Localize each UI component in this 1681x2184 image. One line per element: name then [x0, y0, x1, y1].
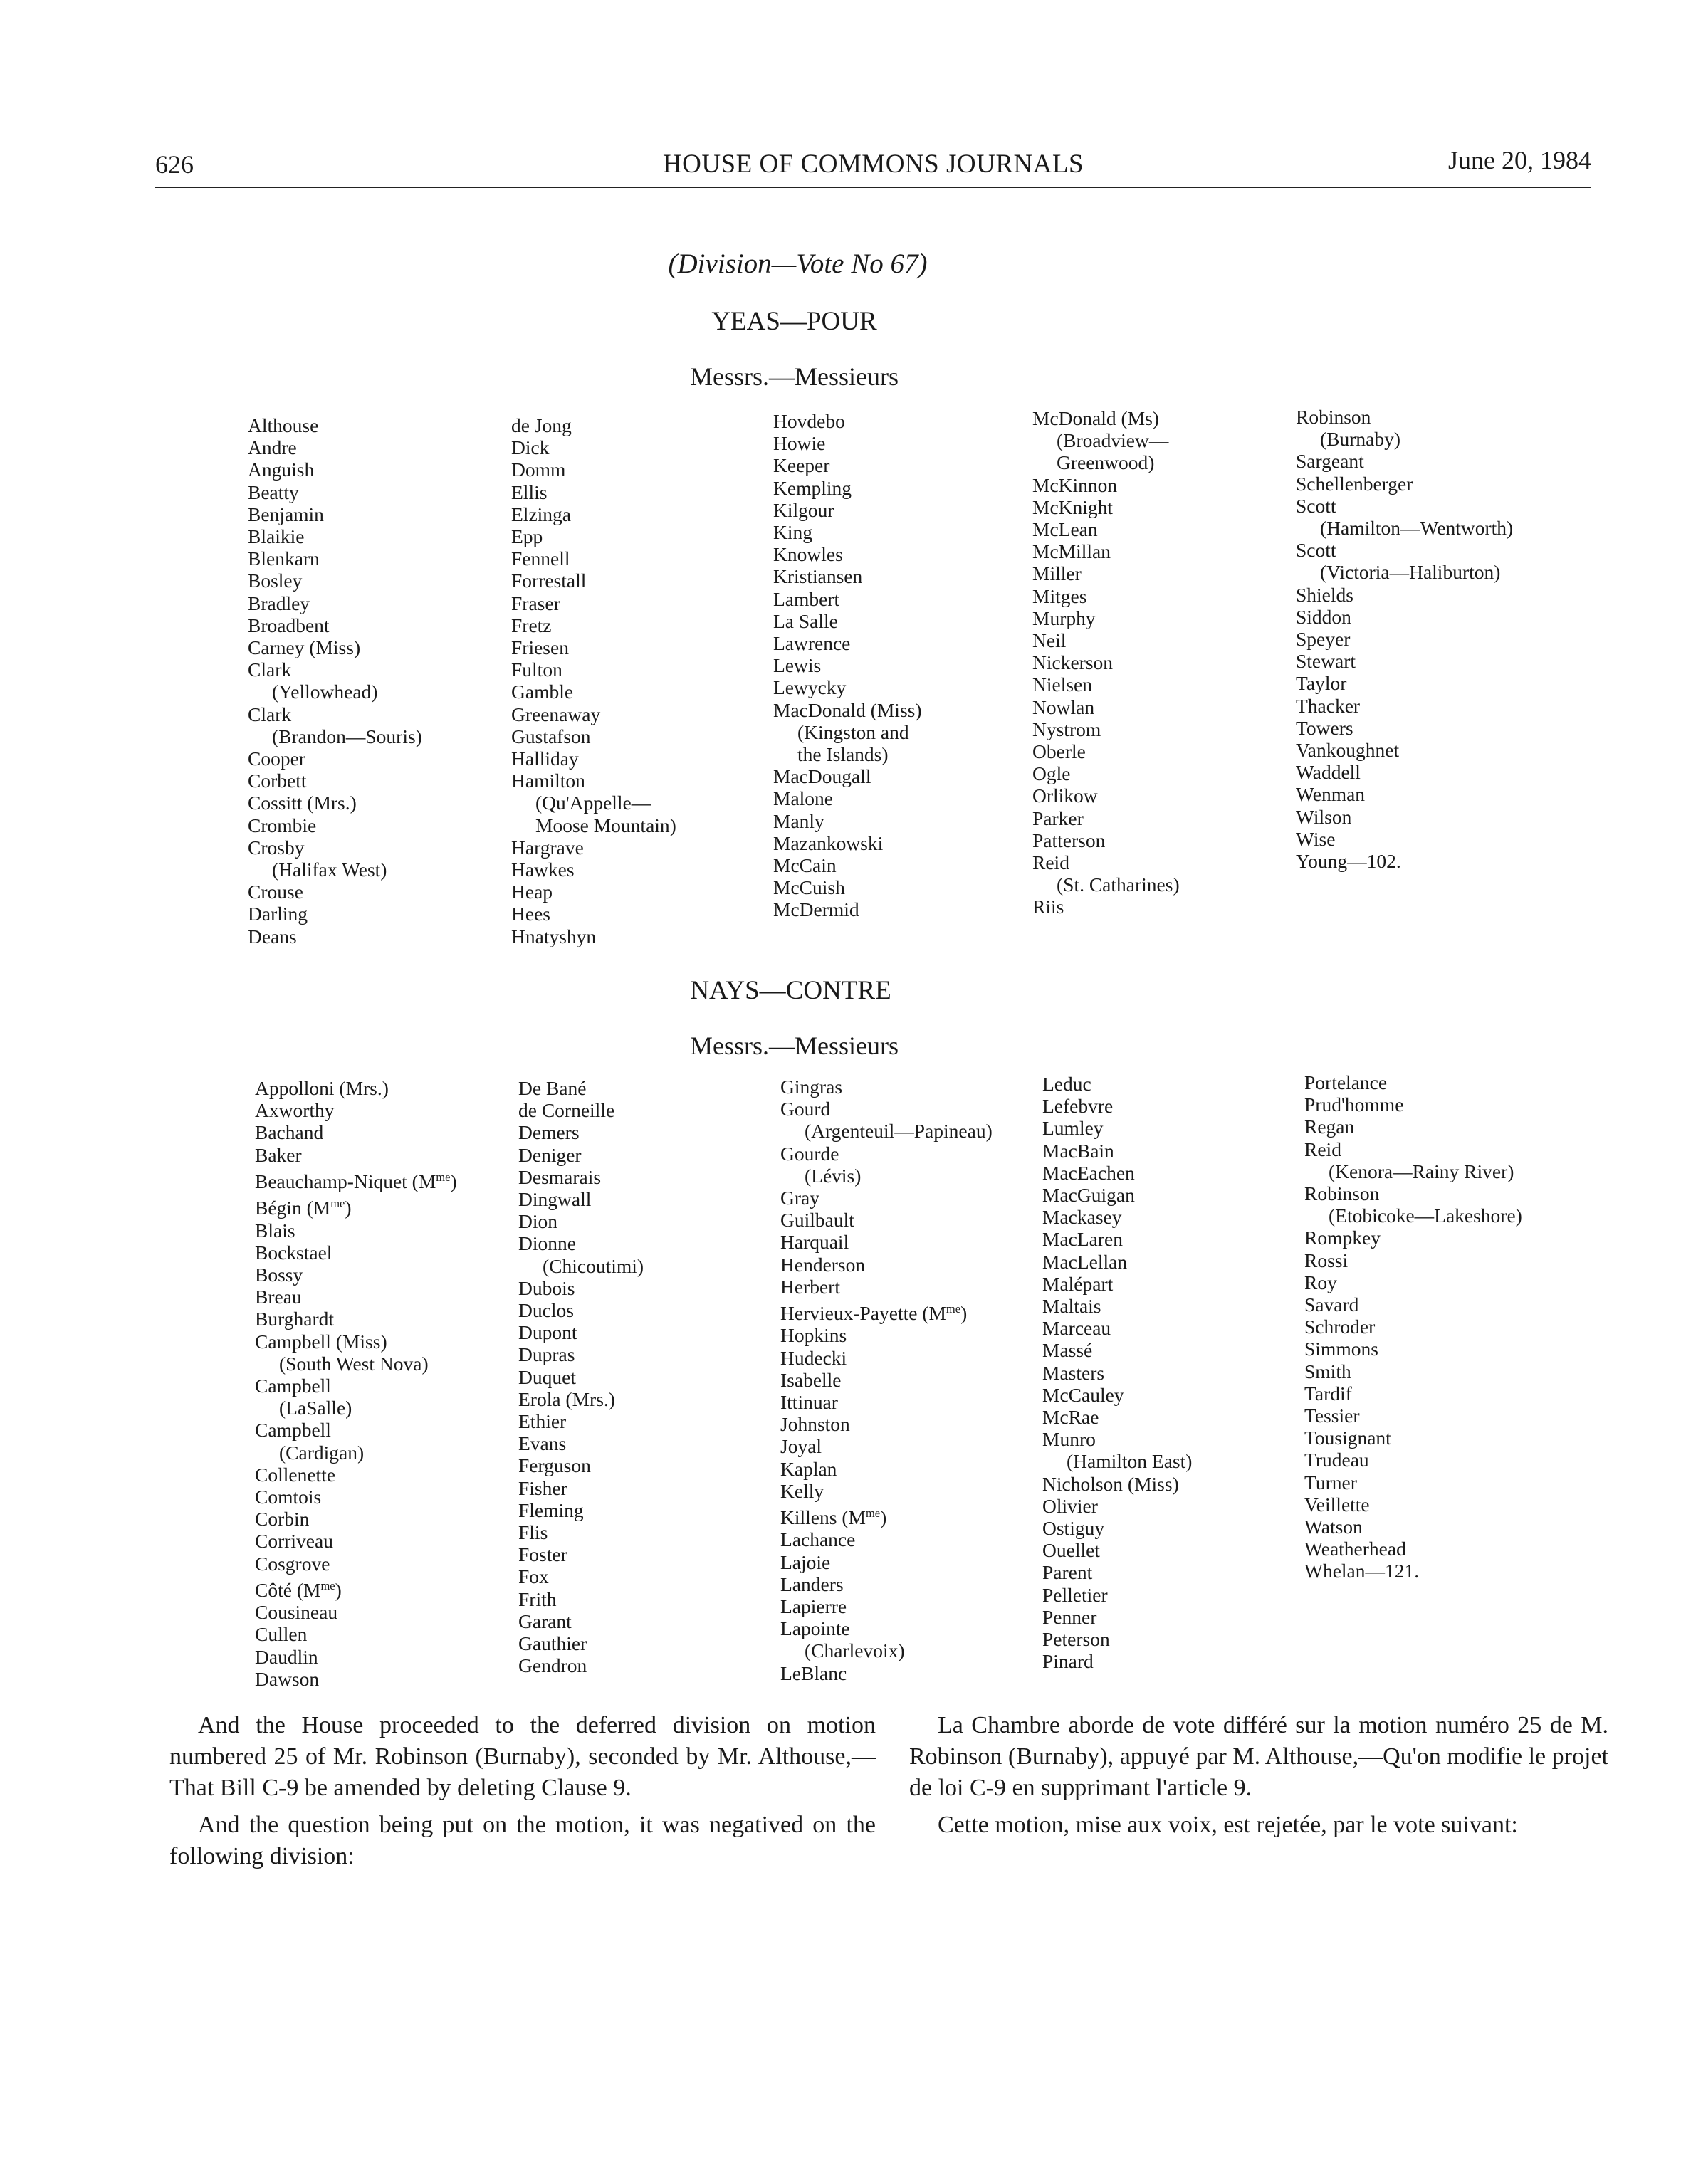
yeas-column-2	[511, 414, 676, 947]
member-name: Foster	[518, 1543, 567, 1566]
member-name: Lajoie	[780, 1550, 831, 1573]
member-name: Speyer	[1296, 628, 1351, 651]
member-name: Dubois	[518, 1276, 575, 1299]
nays-heading: NAYS—CONTRE	[690, 976, 891, 1005]
member-name: Keeper	[773, 454, 830, 477]
member-name: Bosley	[248, 569, 303, 592]
member-name: Hudecki	[780, 1346, 847, 1369]
member-name: Kelly	[780, 1479, 824, 1502]
member-name: Young—102.	[1296, 850, 1401, 873]
member-name: Ittinuar	[780, 1391, 838, 1413]
member-name: MacEachen	[1042, 1161, 1135, 1184]
member-name: Gourd	[780, 1098, 831, 1120]
member-name: Campbell	[255, 1374, 331, 1397]
member-name: Tessier	[1304, 1405, 1360, 1427]
member-name: Gourde	[780, 1142, 839, 1165]
member-name: Gauthier	[518, 1632, 587, 1655]
member-name: McLean	[1032, 518, 1098, 541]
member-name: Kristiansen	[773, 565, 863, 588]
member-name: Schroder	[1304, 1316, 1376, 1338]
member-name: the Islands)	[797, 743, 889, 766]
member-name: (Yellowhead)	[272, 681, 378, 703]
member-name: Johnston	[780, 1413, 850, 1436]
member-name: Dupont	[518, 1321, 577, 1344]
member-name: Thacker	[1296, 694, 1361, 717]
member-name: McMillan	[1032, 540, 1111, 563]
member-name: Roy	[1304, 1271, 1337, 1293]
member-name: Hopkins	[780, 1324, 847, 1347]
member-name: Axworthy	[255, 1099, 335, 1122]
member-name: Smith	[1304, 1360, 1351, 1382]
member-name: Broadbent	[248, 614, 330, 636]
member-name: Dion	[518, 1210, 557, 1233]
member-name: (Cardigan)	[279, 1441, 365, 1464]
member-name: McDermid	[773, 898, 859, 921]
nays-messrs-heading: Messrs.—Messieurs	[690, 1031, 899, 1060]
member-name: Beauchamp-Niquet $(M^{me})$	[255, 1170, 457, 1192]
member-name: Parent	[1042, 1561, 1093, 1584]
member-name: Crosby	[248, 836, 305, 859]
member-name: Corriveau	[255, 1530, 333, 1553]
member-name: (South West Nova)	[279, 1352, 429, 1375]
member-name: Kempling	[773, 476, 852, 499]
member-name: Lawrence	[773, 632, 851, 655]
member-name: Nystrom	[1032, 718, 1101, 740]
member-name: Peterson	[1042, 1628, 1110, 1651]
member-name: (LaSalle)	[279, 1397, 352, 1419]
member-name: Hees	[511, 903, 550, 925]
member-name: Desmarais	[518, 1165, 602, 1188]
member-name: Baker	[255, 1143, 302, 1166]
member-name: Simmons	[1304, 1338, 1378, 1360]
member-name: Deans	[248, 925, 297, 947]
member-name: Ouellet	[1042, 1539, 1100, 1562]
member-name: Fraser	[511, 592, 560, 614]
member-name: Watson	[1304, 1516, 1363, 1538]
member-name: Epp	[511, 525, 543, 548]
member-name: (Hamilton East)	[1067, 1450, 1193, 1473]
member-name: Ethier	[518, 1410, 567, 1433]
member-name: Neil	[1032, 629, 1067, 652]
member-name: (Victoria—Haliburton)	[1320, 561, 1501, 584]
member-name: Dionne	[518, 1232, 576, 1255]
yeas-column-4	[1032, 407, 1180, 918]
journal-title: HOUSE OF COMMONS JOURNALS	[662, 149, 1084, 179]
member-name: Lambert	[773, 587, 840, 610]
member-name: Mitges	[1032, 584, 1087, 607]
member-name: Beatty	[248, 481, 299, 503]
member-name: Robinson	[1296, 406, 1371, 428]
member-name: Deniger	[518, 1143, 582, 1166]
member-name: Killens $(M^{me})$	[780, 1506, 887, 1529]
member-name: Breau	[255, 1286, 302, 1308]
member-name: Nowlan	[1032, 695, 1095, 718]
yeas-column-3	[773, 410, 922, 921]
member-name: Isabelle	[780, 1368, 842, 1391]
member-name: Appolloni (Mrs.)	[255, 1077, 389, 1099]
member-name: Penner	[1042, 1605, 1097, 1628]
member-name: Campbell	[255, 1419, 331, 1442]
member-name: Elzinga	[511, 503, 571, 525]
member-name: Landers	[780, 1573, 844, 1595]
nays-column-1	[255, 1077, 457, 1690]
member-name: Trudeau	[1304, 1449, 1369, 1471]
member-name: Bradley	[248, 592, 310, 614]
member-name: Bégin $(M^{me})$	[255, 1197, 352, 1219]
member-name: Knowles	[773, 543, 843, 566]
member-name: MacDonald (Miss)	[773, 698, 922, 721]
member-name: Demers	[518, 1121, 580, 1144]
member-name: Flis	[518, 1521, 548, 1544]
member-name: Stewart	[1296, 650, 1356, 673]
member-name: (St. Catharines)	[1057, 873, 1180, 896]
member-name: Corbett	[248, 770, 307, 792]
member-name: Weatherhead	[1304, 1538, 1406, 1560]
member-name: Oberle	[1032, 740, 1086, 763]
member-name: Joyal	[780, 1435, 822, 1458]
member-name: Prud'homme	[1304, 1093, 1404, 1116]
member-name: Mackasey	[1042, 1206, 1122, 1229]
member-name: Malépart	[1042, 1272, 1114, 1295]
member-name: Althouse	[248, 414, 319, 436]
member-name: Lumley	[1042, 1117, 1104, 1140]
member-name: Blaikie	[248, 525, 305, 548]
member-name: Wise	[1296, 827, 1336, 850]
member-name: Daudlin	[255, 1645, 318, 1668]
member-name: Carney (Miss)	[248, 636, 361, 659]
member-name: Cossitt (Mrs.)	[248, 792, 357, 814]
member-name: McKinnon	[1032, 473, 1118, 496]
member-name: Marceau	[1042, 1317, 1111, 1340]
member-name: Hawkes	[511, 859, 575, 881]
member-name: Blais	[255, 1219, 295, 1241]
member-name: De Bané	[518, 1077, 587, 1099]
member-name: King	[773, 521, 812, 544]
member-name: Maltais	[1042, 1295, 1101, 1318]
nays-column-5	[1304, 1071, 1522, 1582]
member-name: Fisher	[518, 1476, 567, 1499]
member-name: MacBain	[1042, 1139, 1114, 1162]
member-name: Lachance	[780, 1528, 856, 1551]
member-name: Frith	[518, 1587, 557, 1610]
member-name: (Chicoutimi)	[543, 1254, 644, 1277]
member-name: Lapointe	[780, 1617, 850, 1640]
member-name: Reid	[1304, 1138, 1341, 1160]
yeas-column-5	[1296, 406, 1513, 872]
member-name: Fleming	[518, 1498, 584, 1521]
member-name: Andre	[248, 436, 297, 459]
member-name: Friesen	[511, 636, 569, 659]
member-name: Corbin	[255, 1508, 310, 1531]
member-name: LeBlanc	[780, 1661, 847, 1684]
member-name: Wilson	[1296, 805, 1352, 828]
member-name: Burghardt	[255, 1308, 335, 1330]
member-name: (Brandon—Souris)	[272, 725, 422, 747]
member-name: (Etobicoke—Lakeshore)	[1329, 1204, 1522, 1227]
member-name: Savard	[1304, 1293, 1359, 1316]
member-name: de Corneille	[518, 1099, 615, 1122]
french-paragraph-motion: La Chambre aborde de vote différé sur la motion numéro 25 de M. Robinson (Burnaby), appuyé par M. Althouse,—Qu'on modifie le projet de loi C-9 en supprimant l'article 9.	[909, 1712, 1608, 1801]
member-name: Greenaway	[511, 703, 601, 725]
english-text-column	[169, 1710, 876, 1878]
member-name: Dupras	[518, 1343, 575, 1366]
member-name: (Kenora—Rainy River)	[1329, 1160, 1514, 1182]
member-name: Scott	[1296, 539, 1336, 562]
member-name: Gustafson	[511, 725, 591, 747]
member-name: Turner	[1304, 1471, 1357, 1493]
member-name: McDonald (Ms)	[1032, 407, 1159, 429]
member-name: Dawson	[255, 1667, 320, 1690]
member-name: Cousineau	[255, 1601, 338, 1624]
member-name: (Hamilton—Wentworth)	[1320, 517, 1514, 540]
member-name: Bachand	[255, 1121, 324, 1144]
english-paragraph-question: And the question being put on the motion, it was negatived on the following division:	[169, 1812, 876, 1869]
member-name: Schellenberger	[1296, 472, 1413, 495]
member-name: Howie	[773, 432, 826, 455]
member-name: Lapierre	[780, 1595, 847, 1617]
member-name: Anguish	[248, 458, 315, 481]
member-name: Masters	[1042, 1361, 1105, 1384]
member-name: Guilbault	[780, 1209, 854, 1232]
member-name: Veillette	[1304, 1493, 1370, 1516]
header-rule	[155, 187, 1591, 188]
member-name: (Broadview—	[1057, 429, 1169, 452]
member-name: MacLellan	[1042, 1250, 1128, 1273]
member-name: Nicholson (Miss)	[1042, 1472, 1179, 1495]
french-paragraph-question: Cette motion, mise aux voix, est rejetée, par le vote suivant:	[938, 1812, 1518, 1838]
member-name: Duquet	[518, 1365, 576, 1388]
member-name: Tousignant	[1304, 1427, 1391, 1449]
member-name: Greenwood)	[1057, 451, 1155, 474]
member-name: Rompkey	[1304, 1227, 1381, 1249]
member-name: Harquail	[780, 1231, 849, 1254]
french-text-column	[909, 1710, 1608, 1847]
member-name: Clark	[248, 658, 292, 681]
member-name: Comtois	[255, 1485, 322, 1508]
member-name: Gingras	[780, 1076, 843, 1098]
member-name: Lefebvre	[1042, 1095, 1114, 1118]
member-name: Blenkarn	[248, 547, 320, 570]
member-name: Munro	[1042, 1428, 1096, 1451]
member-name: Malone	[773, 787, 834, 810]
member-name: (Qu'Appelle—	[535, 792, 651, 814]
member-name: Pinard	[1042, 1650, 1094, 1673]
member-name: La Salle	[773, 609, 838, 632]
member-name: Waddell	[1296, 761, 1361, 784]
member-name: MacGuigan	[1042, 1184, 1135, 1207]
member-name: Manly	[773, 809, 824, 832]
member-name: Forrestall	[511, 569, 587, 592]
page-date: June 20, 1984	[1448, 146, 1591, 174]
member-name: McCauley	[1042, 1383, 1124, 1406]
member-name: (Kingston and	[797, 720, 909, 743]
member-name: Ostiguy	[1042, 1517, 1105, 1540]
member-name: Riis	[1032, 896, 1064, 918]
division-title: (Division—Vote No 67)	[668, 248, 928, 279]
member-name: Hamilton	[511, 770, 585, 792]
member-name: Heap	[511, 881, 553, 903]
member-name: Benjamin	[248, 503, 324, 525]
member-name: Evans	[518, 1432, 567, 1455]
member-name: Kilgour	[773, 498, 834, 521]
member-name: Rossi	[1304, 1249, 1349, 1271]
member-name: Tardif	[1304, 1382, 1352, 1405]
member-name: Domm	[511, 458, 566, 481]
member-name: Moose Mountain)	[535, 814, 676, 836]
member-name: Miller	[1032, 562, 1082, 585]
member-name: Dick	[511, 436, 550, 459]
member-name: Gendron	[518, 1654, 587, 1677]
member-name: MacDougall	[773, 765, 871, 788]
member-name: Mazankowski	[773, 831, 884, 854]
member-name: Nielsen	[1032, 673, 1093, 696]
member-name: Côté $(M^{me})$	[255, 1578, 342, 1601]
member-name: Hargrave	[511, 836, 584, 859]
member-name: Orlikow	[1032, 784, 1098, 807]
member-name: McRae	[1042, 1406, 1099, 1429]
member-name: Halliday	[511, 747, 579, 770]
member-name: Scott	[1296, 494, 1336, 517]
member-name: Ferguson	[518, 1454, 591, 1477]
member-name: Patterson	[1032, 829, 1106, 851]
member-name: (Halifax West)	[272, 859, 387, 881]
member-name: Robinson	[1304, 1182, 1380, 1205]
yeas-messrs-heading: Messrs.—Messieurs	[690, 362, 899, 391]
member-name: Hovdebo	[773, 410, 845, 432]
member-name: Fennell	[511, 547, 570, 570]
member-name: Towers	[1296, 716, 1353, 739]
member-name: Crouse	[248, 881, 303, 903]
member-name: Shields	[1296, 583, 1353, 606]
member-name: Herbert	[780, 1275, 840, 1298]
english-paragraph-motion: And the House proceeded to the deferred division on motion numbered 25 of Mr. Robinson (Burnaby), seconded by Mr. Althouse,—That Bill C-9 be amended by deleting Clause 9.	[169, 1712, 876, 1801]
member-name: de Jong	[511, 414, 572, 436]
member-name: Pelletier	[1042, 1583, 1108, 1606]
member-name: Ogle	[1032, 762, 1071, 785]
member-name: Murphy	[1032, 607, 1096, 629]
member-name: Nickerson	[1032, 651, 1114, 674]
member-name: Wenman	[1296, 783, 1366, 806]
member-name: Cosgrove	[255, 1552, 330, 1575]
member-name: Cullen	[255, 1623, 308, 1646]
member-name: Fretz	[511, 614, 552, 636]
yeas-heading: YEAS—POUR	[711, 307, 877, 336]
member-name: Reid	[1032, 851, 1069, 874]
member-name: Cooper	[248, 747, 305, 770]
member-name: Campbell (Miss)	[255, 1330, 387, 1353]
member-name: Bossy	[255, 1263, 303, 1286]
member-name: Whelan—121.	[1304, 1560, 1420, 1582]
member-name: Gray	[780, 1187, 819, 1209]
member-name: Massé	[1042, 1339, 1093, 1362]
yeas-column-1	[248, 414, 422, 947]
member-name: MacLaren	[1042, 1228, 1123, 1251]
member-name: Hnatyshyn	[511, 925, 597, 947]
member-name: Kaplan	[780, 1457, 837, 1480]
member-name: McCain	[773, 854, 837, 877]
member-name: McKnight	[1032, 495, 1114, 518]
page-header	[155, 142, 1591, 185]
nays-column-4	[1042, 1073, 1192, 1672]
member-name: Hervieux-Payette $(M^{me})$	[780, 1302, 968, 1325]
member-name: (Argenteuil—Papineau)	[805, 1120, 993, 1143]
member-name: Regan	[1304, 1115, 1355, 1138]
nays-column-3	[780, 1076, 993, 1684]
member-name: (Burnaby)	[1320, 428, 1401, 451]
member-name: Bockstael	[255, 1241, 332, 1264]
member-name: Lewis	[773, 654, 822, 677]
member-name: Ellis	[511, 481, 548, 503]
member-name: Gamble	[511, 681, 574, 703]
member-name: (Charlevoix)	[805, 1639, 905, 1662]
member-name: Collenette	[255, 1463, 336, 1486]
nays-column-2	[518, 1077, 644, 1676]
member-name: Duclos	[518, 1299, 574, 1322]
member-name: Clark	[248, 703, 292, 725]
member-name: Fox	[518, 1565, 549, 1588]
member-name: Dingwall	[518, 1188, 592, 1211]
member-name: Lewycky	[773, 676, 847, 699]
member-name: Siddon	[1296, 605, 1351, 628]
member-name: Darling	[248, 903, 308, 925]
member-name: (Lévis)	[805, 1164, 862, 1187]
member-name: Taylor	[1296, 672, 1347, 695]
member-name: Sargeant	[1296, 450, 1364, 473]
member-name: Olivier	[1042, 1494, 1098, 1517]
member-name: Erola (Mrs.)	[518, 1387, 615, 1410]
page-number: 626	[155, 150, 194, 179]
member-name: Fulton	[511, 658, 562, 681]
member-name: Parker	[1032, 807, 1084, 829]
member-name: Henderson	[780, 1253, 866, 1276]
member-name: Leduc	[1042, 1073, 1091, 1095]
member-name: Vankoughnet	[1296, 739, 1400, 762]
member-name: Garant	[518, 1610, 572, 1632]
member-name: Crombie	[248, 814, 317, 836]
member-name: Portelance	[1304, 1071, 1388, 1093]
member-name: McCuish	[773, 876, 845, 899]
